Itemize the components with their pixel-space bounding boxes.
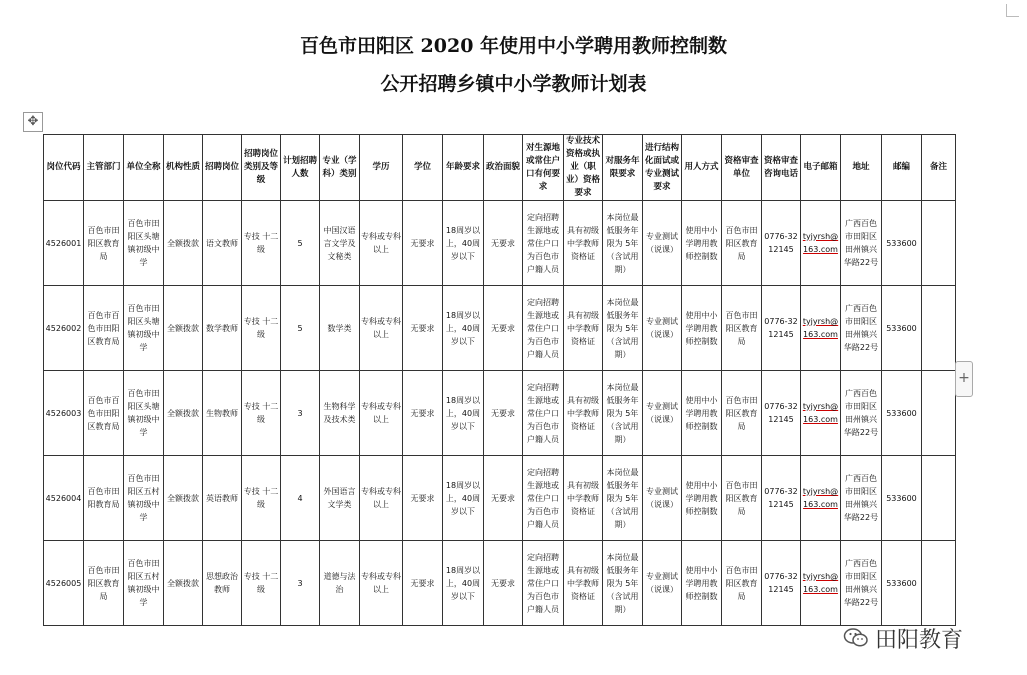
column-header: 岗位代码	[44, 135, 84, 201]
column-header: 用人方式	[682, 135, 722, 201]
email-cell: tyjyrsh@163.com	[801, 541, 841, 626]
table-cell: 无要求	[484, 286, 523, 371]
column-header: 年龄要求	[443, 135, 484, 201]
wechat-logo-icon	[843, 625, 869, 651]
column-header: 资格审查咨询电话	[762, 135, 801, 201]
table-cell	[922, 371, 956, 456]
table-cell: 专科或专科以上	[360, 201, 403, 286]
column-header: 进行结构化面试或专业测试要求	[643, 135, 682, 201]
email-cell: tyjyrsh@163.com	[801, 286, 841, 371]
table-cell: 无要求	[403, 456, 443, 541]
column-header: 主管部门	[84, 135, 124, 201]
table-cell: 3	[281, 541, 320, 626]
table-cell: 本岗位最低服务年限为 5年（含试用期）	[603, 456, 643, 541]
table-cell: 使用中小学聘用教师控制数	[682, 201, 722, 286]
table-cell: 使用中小学聘用教师控制数	[682, 371, 722, 456]
column-header: 对服务年限要求	[603, 135, 643, 201]
table-body	[44, 201, 956, 626]
table-cell: 4526004	[44, 456, 84, 541]
table-cell: 4526002	[44, 286, 84, 371]
table-cell	[922, 541, 956, 626]
table-cell: 0776-3212145	[762, 541, 801, 626]
table-cell: 无要求	[403, 371, 443, 456]
column-header: 专业（学科）类别	[320, 135, 360, 201]
table-cell: 本岗位最低服务年限为 5年（含试用期）	[603, 286, 643, 371]
table-cell: 533600	[882, 201, 922, 286]
table-header-row	[44, 135, 956, 201]
table-cell: 4	[281, 456, 320, 541]
table-cell: 全额拨款	[164, 371, 203, 456]
table-cell	[922, 201, 956, 286]
table-cell: 18周岁以上，40周岁以下	[443, 371, 484, 456]
table-cell: 使用中小学聘用教师控制数	[682, 286, 722, 371]
table-cell: 专科或专科以上	[360, 456, 403, 541]
table-cell: 无要求	[403, 286, 443, 371]
table-cell: 百色市田阳区头塘镇初级中学	[124, 201, 164, 286]
table-cell: 5	[281, 286, 320, 371]
table-cell: 百色市田阳区头塘镇初级中学	[124, 286, 164, 371]
table-row	[44, 456, 956, 541]
table-cell: 533600	[882, 286, 922, 371]
column-header: 邮编	[882, 135, 922, 201]
table-cell: 专科或专科以上	[360, 541, 403, 626]
table-cell: 百色市田阳区教育局	[722, 371, 762, 456]
table-cell: 无要求	[484, 371, 523, 456]
table-cell: 0776-3212145	[762, 201, 801, 286]
table-cell: 具有初级中学教师资格证	[564, 201, 603, 286]
table-cell: 百色市田阳教育局	[84, 456, 124, 541]
table-cell: 无要求	[484, 541, 523, 626]
table-cell: 广西百色市田阳区田州镇兴华路22号	[841, 201, 882, 286]
table-cell: 4526003	[44, 371, 84, 456]
table-cell: 全额拨款	[164, 201, 203, 286]
table-cell: 百色市田阳区教育局	[84, 541, 124, 626]
table-cell: 生物科学及技术类	[320, 371, 360, 456]
table-cell: 4526005	[44, 541, 84, 626]
table-cell: 百色市田阳区教育局	[722, 201, 762, 286]
table-row	[44, 371, 956, 456]
table-cell: 具有初级中学教师资格证	[564, 541, 603, 626]
table-cell: 0776-3212145	[762, 371, 801, 456]
table-cell: 使用中小学聘用教师控制数	[682, 541, 722, 626]
table-cell: 本岗位最低服务年限为 5年（含试用期）	[603, 201, 643, 286]
table-cell: 专业测试（说课）	[643, 541, 682, 626]
table-cell: 专技 十二级	[242, 456, 281, 541]
table-cell: 定向招聘生源地或常住户口为百色市户籍人员	[523, 456, 564, 541]
column-header: 单位全称	[124, 135, 164, 201]
table-cell	[922, 286, 956, 371]
column-header: 对生源地或常住户口有何要求	[523, 135, 564, 201]
table-cell: 广西百色市田阳区田州镇兴华路22号	[841, 371, 882, 456]
table-cell: 广西百色市田阳区田州镇兴华路22号	[841, 456, 882, 541]
table-cell: 中国汉语言文学及文秘类	[320, 201, 360, 286]
column-header: 专业技术资格或执业（职业）资格要求	[564, 135, 603, 201]
table-cell: 无要求	[484, 201, 523, 286]
table-cell: 0776-3212145	[762, 286, 801, 371]
table-cell: 定向招聘生源地或常住户口为百色市户籍人员	[523, 286, 564, 371]
column-header: 地址	[841, 135, 882, 201]
recruitment-plan-table	[43, 134, 956, 626]
table-row	[44, 541, 956, 626]
table-cell: 生物教师	[203, 371, 242, 456]
table-cell: 具有初级中学教师资格证	[564, 371, 603, 456]
watermark-text: 田阳教育	[875, 627, 964, 653]
email-cell: tyjyrsh@163.com	[801, 371, 841, 456]
email-cell: tyjyrsh@163.com	[801, 201, 841, 286]
page-title-line-2: 公开招聘乡镇中小学教师计划表	[380, 73, 647, 95]
table-cell: 0776-3212145	[762, 456, 801, 541]
table-cell: 专业测试（说课）	[643, 201, 682, 286]
table-cell: 专技 十二级	[242, 541, 281, 626]
table-cell: 数学类	[320, 286, 360, 371]
table-cell	[922, 456, 956, 541]
table-cell: 专业测试（说课）	[643, 286, 682, 371]
table-cell: 4526001	[44, 201, 84, 286]
table-cell: 18周岁以上，40周岁以下	[443, 286, 484, 371]
column-header: 政治面貌	[484, 135, 523, 201]
table-cell: 全额拨款	[164, 286, 203, 371]
table-cell: 语文教师	[203, 201, 242, 286]
column-header: 学历	[360, 135, 403, 201]
table-cell: 533600	[882, 541, 922, 626]
table-cell: 533600	[882, 456, 922, 541]
table-cell: 使用中小学聘用教师控制数	[682, 456, 722, 541]
table-cell: 百色市田阳区头塘镇初级中学	[124, 371, 164, 456]
table-cell: 定向招聘生源地或常住户口为百色市户籍人员	[523, 201, 564, 286]
table-cell: 本岗位最低服务年限为 5年（含试用期）	[603, 371, 643, 456]
table-cell: 百色市田阳区教育局	[722, 541, 762, 626]
table-cell: 定向招聘生源地或常住户口为百色市户籍人员	[523, 371, 564, 456]
table-cell: 专业测试（说课）	[643, 371, 682, 456]
table-cell: 具有初级中学教师资格证	[564, 286, 603, 371]
table-cell: 英语教师	[203, 456, 242, 541]
table-cell: 18周岁以上，40周岁以下	[443, 541, 484, 626]
table-row	[44, 286, 956, 371]
table-cell: 本岗位最低服务年限为 5年（含试用期）	[603, 541, 643, 626]
column-header: 资格审查单位	[722, 135, 762, 201]
column-header: 学位	[403, 135, 443, 201]
column-header: 电子邮箱	[801, 135, 841, 201]
table-cell: 专技 十二级	[242, 201, 281, 286]
table-cell: 广西百色市田阳区田州镇兴华路22号	[841, 286, 882, 371]
column-header: 计划招聘人数	[281, 135, 320, 201]
table-row	[44, 201, 956, 286]
email-cell: tyjyrsh@163.com	[801, 456, 841, 541]
watermark	[843, 620, 963, 656]
table-cell: 533600	[882, 371, 922, 456]
table-cell: 全额拨款	[164, 541, 203, 626]
table-cell: 定向招聘生源地或常住户口为百色市户籍人员	[523, 541, 564, 626]
column-header: 招聘岗位类别及等级	[242, 135, 281, 201]
column-header: 招聘岗位	[203, 135, 242, 201]
column-header: 备注	[922, 135, 956, 201]
table-cell: 专科或专科以上	[360, 286, 403, 371]
table-cell: 思想政治教师	[203, 541, 242, 626]
column-header: 机构性质	[164, 135, 203, 201]
table-cell: 18周岁以上，40周岁以下	[443, 201, 484, 286]
table-cell: 18周岁以上，40周岁以下	[443, 456, 484, 541]
table-cell: 5	[281, 201, 320, 286]
table-cell: 数学教师	[203, 286, 242, 371]
table-cell: 百色市田阳区教育局	[722, 286, 762, 371]
table-cell: 百色市田阳区五村镇初级中学	[124, 541, 164, 626]
table-cell: 无要求	[403, 541, 443, 626]
table-cell: 专技 十二级	[242, 371, 281, 456]
table-cell: 无要求	[484, 456, 523, 541]
table-cell: 百色市田阳区教育局	[84, 201, 124, 286]
table-cell: 百色市田阳区教育局	[722, 456, 762, 541]
table-header	[44, 135, 956, 201]
table-cell: 广西百色市田阳区田州镇兴华路22号	[841, 541, 882, 626]
table-cell: 百色市百色市田阳区教育局	[84, 286, 124, 371]
table-cell: 3	[281, 371, 320, 456]
page-corner-mark	[1006, 4, 1019, 17]
table-cell: 全额拨款	[164, 456, 203, 541]
table-cell: 专科或专科以上	[360, 371, 403, 456]
move-handle-icon[interactable]: ✥	[23, 112, 43, 132]
table-cell: 无要求	[403, 201, 443, 286]
table-cell: 百色市百色市田阳区教育局	[84, 371, 124, 456]
page-title-line-1: 百色市田阳区 2020 年使用中小学聘用教师控制数	[299, 35, 728, 57]
table-cell: 外国语言文学类	[320, 456, 360, 541]
table-cell: 专业测试（说课）	[643, 456, 682, 541]
table-cell: 道德与法治	[320, 541, 360, 626]
table-cell: 百色市田阳区五村镇初级中学	[124, 456, 164, 541]
table-cell: 具有初级中学教师资格证	[564, 456, 603, 541]
table-cell: 专技 十二级	[242, 286, 281, 371]
plus-icon[interactable]: +	[955, 361, 973, 397]
